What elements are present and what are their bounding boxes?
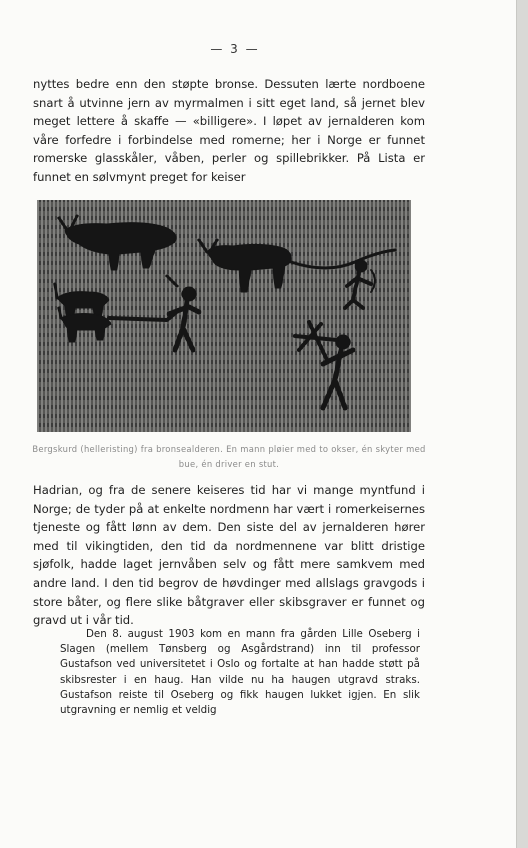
paragraph-middle: Hadrian, og fra de senere keiseres tid har vi mange myntfund i Norge; de tyder på at enkelte nordmenn har vært i romerkeisernes tjeneste og fått lønn av dem. Den siste del av jernalderen hører med til vikingtiden, den tid da nordmennene var blitt dristige sjøfolk, hadde laget jernvåben selv og fått mere samkvem med andre land. I den tid begrov de høvdinger med allslags gravgods i store båter, og flere slike båtgraver eller skibsgraver er funnet og gravd ut i vår tid. [33,483,425,628]
paragraph-top: nyttes bedre enn den støpte bronse. Dessuten lærte nordboene snart å utvinne jern av myrmalmen i sitt eget land, så jernet blev meget lettere å skaffe — «billigere». I løpet av jernalderen kom våre forfedre i forbindelse med romerne; her i Norge er funnet romerske glasskåler, våben, perler og spillebrikker. På Lista er funnet en sølvmynt preget for keiser [33,77,425,184]
figure-caption: Bergskurd (helleristing) fra bronsealderen. En mann pløier med to okser, én skyter med bue, én driver en stut. [32,444,426,469]
rock-carving-image [37,200,411,432]
paragraph-small: Den 8. august 1903 kom en mann fra gården Lille Oseberg i Slagen (mellem Tønsberg og Asgårdstrand) inn til professor Gustafson ved universitetet i Oslo og fortalte at han hadde støtt på skibsrester i en haug. Han vilde nu ha haugen utgravd straks. Gustafson reiste til Oseberg og fikk haugen lukket igjen. En slik utgravning er nemlig et veldig [60,628,420,717]
page-number: — 3 — [210,42,260,56]
